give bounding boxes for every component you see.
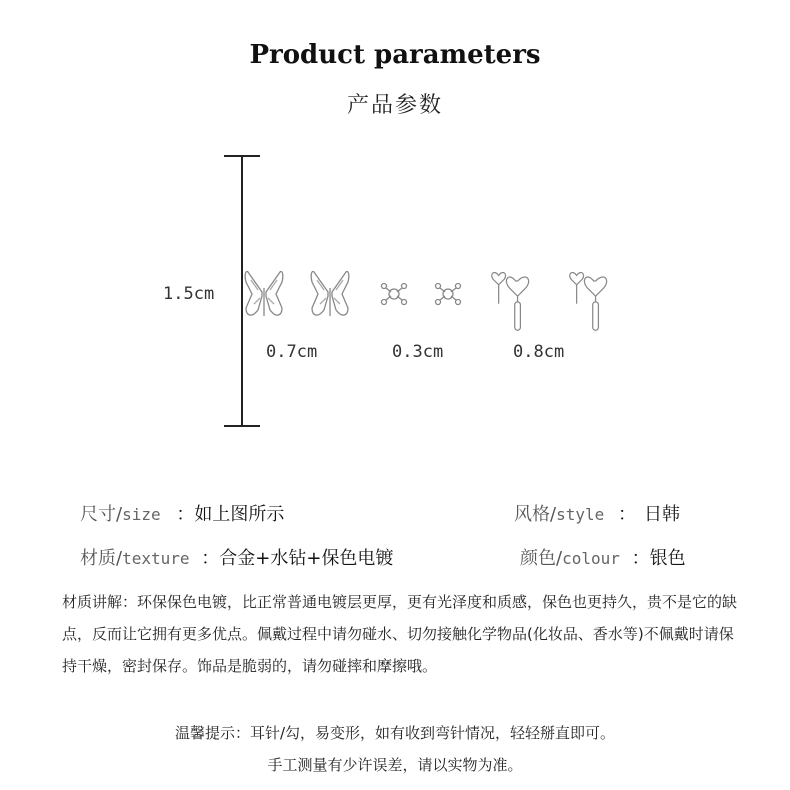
spec-colour	[520, 544, 686, 570]
spec-colour-sep: ：	[631, 548, 650, 569]
spec-style	[514, 500, 680, 526]
material-description: 材质讲解：环保保色电镀，比正常普通电镀层更厚，更有光泽度和质感，保色也更持久，贵不是它的缺点，反而让它拥有更多优点。佩戴过程中请勿碰水、切勿接触化学物品(化妆品、香水等)不佩戴时请保持干燥，密封保存。饰品是脆弱的，请勿碰摔和摩擦哦。	[62, 593, 738, 675]
spec-texture-label-en: texture	[122, 549, 190, 568]
spec-texture-label-cn: 材质/	[80, 548, 123, 569]
spec-colour-label-cn: 颜色/	[520, 548, 563, 569]
spec-texture-value: 合金+水钻+保色电镀	[219, 548, 394, 569]
width-label-butterfly: 0.7cm	[266, 342, 318, 362]
spec-size-label-cn: 尺寸/	[80, 504, 123, 525]
heart-drop-earring-icon	[488, 264, 532, 334]
height-label: 1.5cm	[163, 284, 215, 304]
spec-texture-sep: ：	[201, 548, 220, 569]
spec-texture	[80, 544, 393, 570]
spec-size-sep: ：	[176, 504, 195, 525]
tip-line-1: 温馨提示：耳针/勾，易变形，如有收到弯针情况，轻轻掰直即可。	[174, 724, 616, 742]
spec-style-value: 日韩	[643, 504, 680, 525]
spec-size-value: 如上图所示	[194, 504, 285, 525]
spec-colour-label-en: colour	[562, 549, 620, 568]
spec-style-label-en: style	[556, 505, 605, 524]
crystal-stud-icon	[372, 268, 416, 338]
title-english: Product parameters	[249, 40, 541, 70]
crystal-stud-icon	[426, 268, 470, 338]
butterfly-earring-icon	[242, 268, 286, 338]
heart-drop-earring-icon	[566, 264, 610, 334]
tip-line-2: 手工测量有少许误差，请以实物为准。	[267, 756, 523, 774]
spec-size	[80, 500, 284, 526]
spec-colour-value: 银色	[649, 548, 686, 569]
butterfly-earring-icon	[308, 268, 352, 338]
spec-size-label-en: size	[122, 505, 161, 524]
spec-style-sep: ：	[617, 504, 636, 525]
width-label-stud: 0.3cm	[392, 342, 444, 362]
width-label-heart: 0.8cm	[513, 342, 565, 362]
spec-style-label-cn: 风格/	[514, 504, 557, 525]
title-chinese: 产品参数	[346, 93, 443, 118]
